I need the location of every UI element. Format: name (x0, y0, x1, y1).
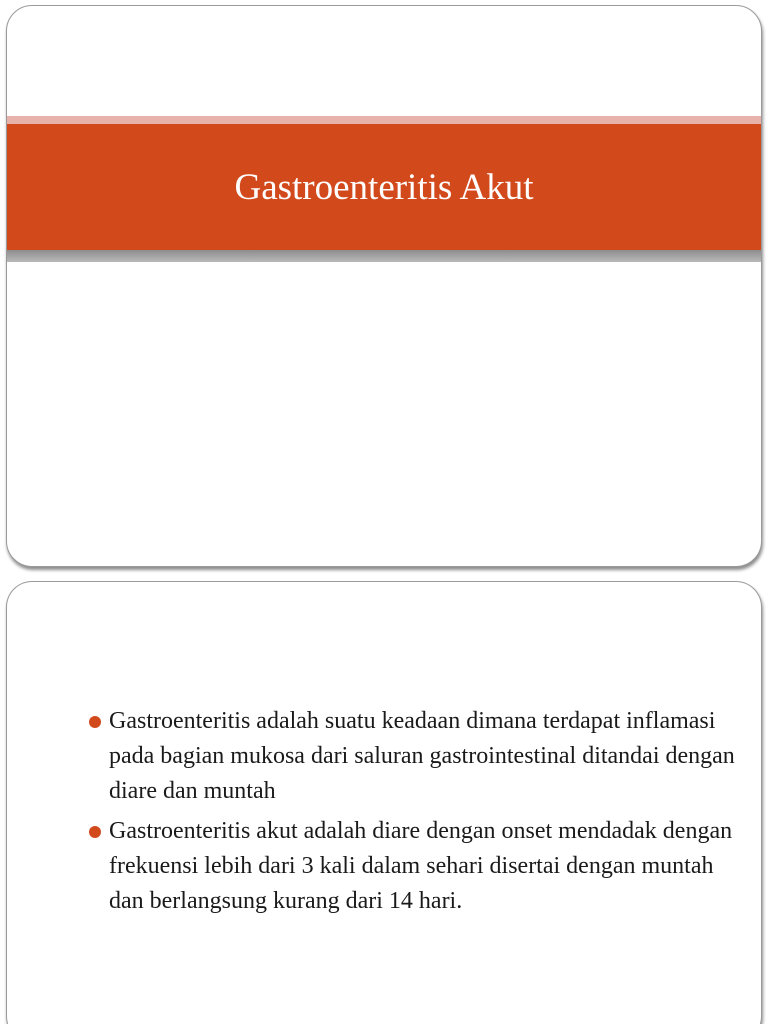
slide-title-page (6, 5, 762, 567)
bullet-item (85, 704, 735, 809)
bullet-text: Gastroenteritis akut adalah diare dengan onset mendadak dengan frekuensi lebih dari 3 kali dalam sehari disertai dengan muntah dan berlangsung kurang dari 14 hari. (109, 818, 733, 914)
title-band-shadow (7, 250, 761, 262)
title-band (7, 124, 761, 250)
slide-title: Gastroenteritis Akut (234, 166, 534, 208)
title-band-highlight (7, 116, 761, 124)
bullet-text: Gastroenteritis adalah suatu keadaan dimana terdapat inflamasi pada bagian mukosa dari saluran gastrointestinal ditandai dengan diare dan muntah (109, 708, 735, 804)
bullet-dot-icon (89, 826, 101, 838)
bullet-item (85, 814, 735, 919)
bullet-dot-icon (89, 716, 101, 728)
slide-content-page (6, 581, 762, 1024)
bullet-list (85, 704, 735, 924)
